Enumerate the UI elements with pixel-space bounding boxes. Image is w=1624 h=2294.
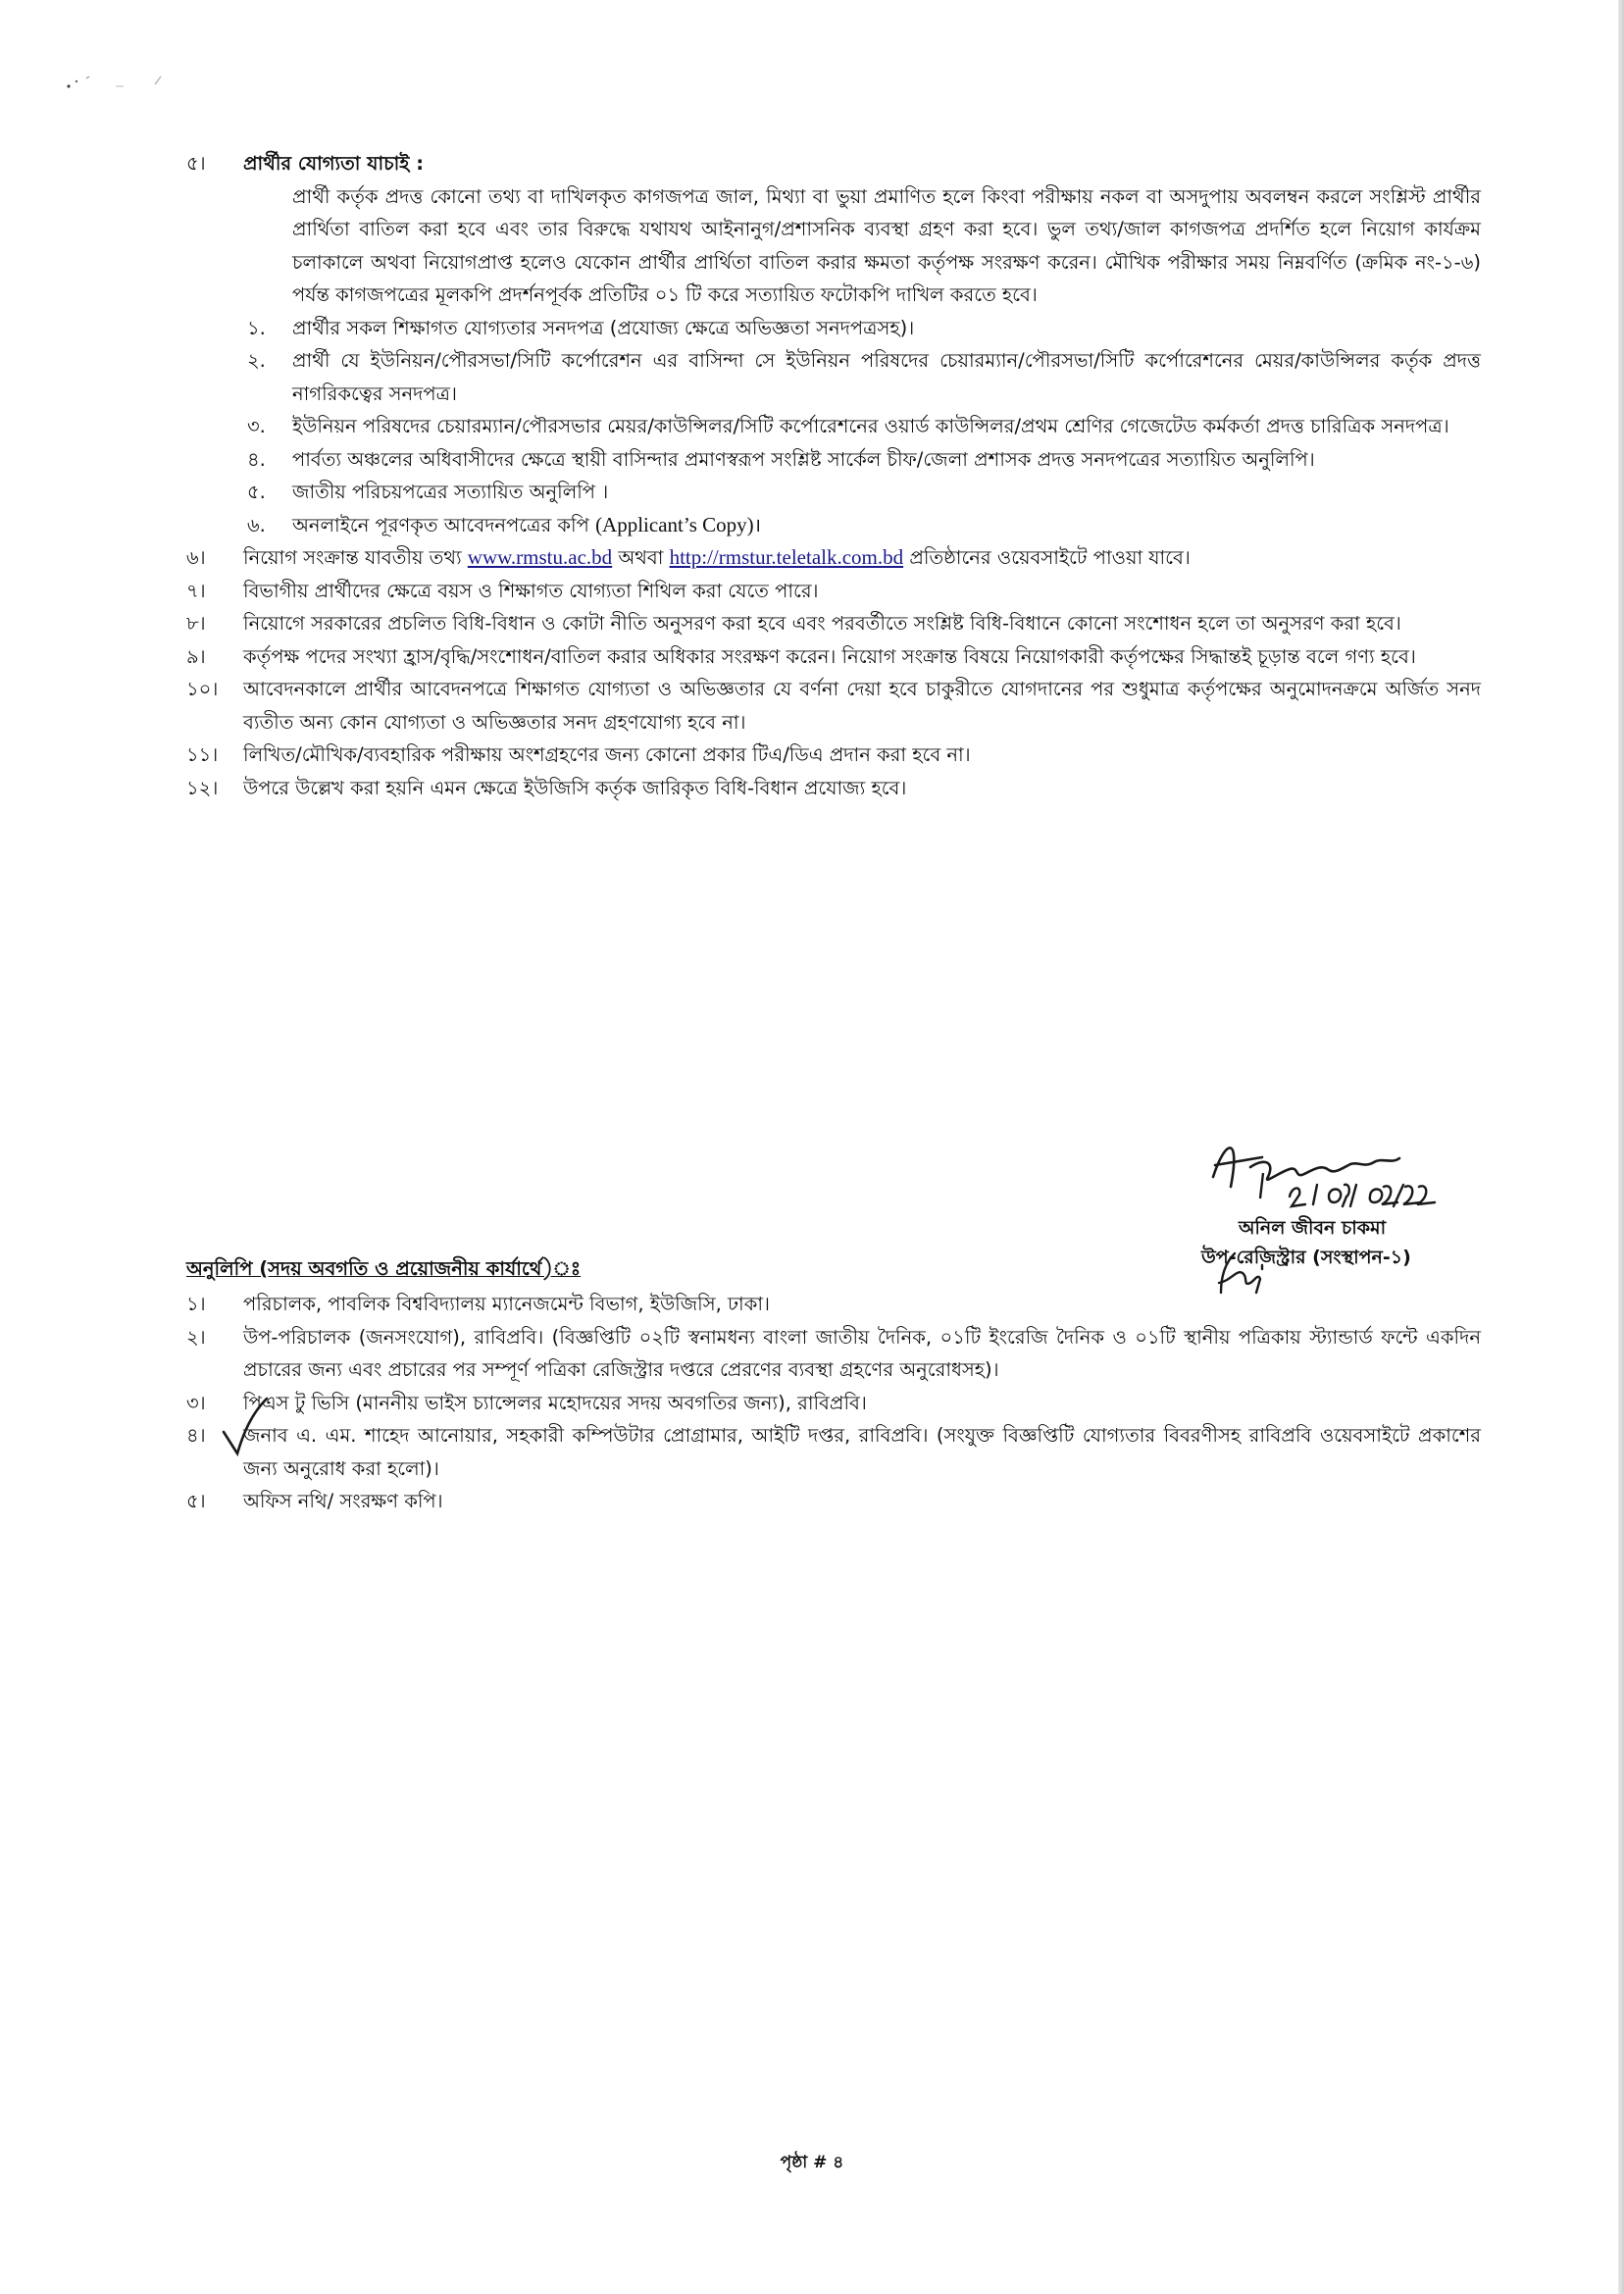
item-text: আবেদনকালে প্রার্থীর আবেদনপত্রে শিক্ষাগত যোগ্যতা ও অভিজ্ঞতার যে বর্ণনা দেয়া হবে চাকুরীতে যোগদানের পর শুধুমাত্র কর্তৃপক্ষের অনুমোদনক্রমে অর্জিত সনদ ব্যতীত অন্য কোন যোগ্যতা ও অভিজ্ঞতার সনদ গ্রহণযোগ্য হবে না। — [243, 678, 1481, 734]
list-item-text-bn: অনলাইনে পূরণকৃত আবেদনপত্রের কপি — [292, 513, 596, 536]
list-item-text: প্রার্থীর সকল শিক্ষাগত যোগ্যতার সনদপত্র (প্রযোজ্য ক্ষেত্রে অভিজ্ঞতা সনদপত্রসহ)। — [292, 316, 915, 339]
cc-item-text: পিএস টু ভিসি (মাননীয় ভাইস চ্যান্সেলর মহোদয়ের সদয় অবগতির জন্য), রাবিপ্রবি। — [243, 1391, 867, 1414]
item-text-or: অথবা — [612, 546, 670, 569]
list-item — [243, 344, 1481, 410]
list-item — [243, 443, 1481, 477]
list-item — [243, 410, 1481, 443]
item-text: নিয়োগে সরকারের প্রচলিত বিধি-বিধান ও কোটা নীতি অনুসরণ করা হবে এবং পরবর্তীতে সংশ্লিষ্ট বিধি-বিধানে কোনো সংশোধন হলে তা অনুসরণ করা হবে। — [243, 612, 1401, 635]
item-8-row — [186, 607, 1481, 640]
cc-item — [186, 1419, 1481, 1485]
document-body — [186, 147, 1481, 804]
cc-item — [186, 1321, 1481, 1387]
list-item-text: জাতীয় পরিচয়পত্রের সত্যায়িত অনুলিপি । — [292, 481, 609, 503]
item-number: ৭। — [186, 579, 206, 602]
scan-artifact-marks — [65, 69, 173, 96]
item-number: ৮। — [186, 612, 206, 635]
list-item-text — [292, 509, 1481, 542]
cc-heading: অনুলিপি (সদয় অবগতি ও প্রয়োজনীয় কার্যার্থে)ঃ — [186, 1257, 582, 1280]
cc-item — [186, 1288, 1481, 1321]
list-item-text-end: । — [753, 513, 762, 536]
document-checklist — [186, 312, 1481, 542]
cc-item-text: অফিস নথি/ সংরক্ষণ কপি। — [243, 1490, 443, 1512]
item-number: ১১। — [186, 743, 219, 766]
page-number: পৃষ্ঠা # ৪ — [780, 2153, 844, 2172]
item-7-row — [186, 575, 1481, 608]
cc-item-number: ৪। — [186, 1424, 206, 1447]
cc-item — [186, 1387, 1481, 1420]
list-item-text: ইউনিয়ন পরিষদের চেয়ারম্যান/পৌরসভার মেয়র/কাউন্সিলর/সিটি কর্পোরেশনের ওয়ার্ড কাউন্সিলর/প্রথম শ্রেণির গেজেটেড কর্মকর্তা প্রদত্ত চারিত্রিক সনদপত্র। — [292, 415, 1449, 437]
section-number: ৫। — [186, 152, 206, 175]
item-6-row — [186, 541, 1481, 575]
list-item-text: প্রার্থী যে ইউনিয়ন/পৌরসভা/সিটি কর্পোরেশন এর বাসিন্দা সে ইউনিয়ন পরিষদের চেয়ারম্যান/পৌরসভা/সিটি কর্পোরেশনের মেয়র/কাউন্সিলর কর্তৃক প্রদত্ত নাগরিকত্বের সনদপত্র। — [292, 349, 1481, 405]
list-item-number: ৩. — [247, 415, 266, 437]
item-number: ৯। — [186, 644, 206, 668]
cc-item — [186, 1485, 1481, 1518]
signatory-title: উপ-রেজিস্ট্রার (সংস্থাপন-১) — [1201, 1247, 1411, 1268]
list-item-number: ৫. — [247, 481, 266, 503]
item-number: ১০। — [186, 678, 219, 700]
cc-item-number: ৩। — [186, 1391, 206, 1414]
applicant-copy-text: (Applicant’s Copy) — [595, 512, 754, 536]
handwritten-tick-mark — [218, 1393, 277, 1461]
list-item — [243, 476, 1481, 509]
section-5-heading-row — [186, 147, 1481, 180]
item-9-row — [186, 640, 1481, 674]
teletalk-website-link[interactable]: http://rmstur.teletalk.com.bd — [669, 545, 904, 569]
cc-item-number: ১। — [186, 1293, 206, 1315]
section-5-paragraph: প্রার্থী কর্তৃক প্রদত্ত কোনো তথ্য বা দাখিলকৃত কাগজপত্র জাল, মিথ্যা বা ভুয়া প্রমাণিত হলে কিংবা পরীক্ষায় নকল বা অসদুপায় অবলম্বন করলে সংশ্লিস্ট প্রার্থীর প্রার্থিতা বাতিল করা হবে এবং তার বিরুদ্ধে যথাযথ আইনানুগ/প্রশাসনিক ব্যবস্থা গ্রহণ করা হবে। ভুল তথ্য/জাল কাগজপত্র প্রদর্শিত হলে নিয়োগ কার্যক্রম চলাকালে অথবা নিয়োগপ্রাপ্ত হলেও যেকোন প্রার্থীর প্রার্থিতা বাতিল করার ক্ষমতা কর্তৃপক্ষ সংরক্ষণ করেন। মৌখিক পরীক্ষার সময় নিম্নবর্ণিত (ক্রমিক নং-১-৬) পর্যন্ত কাগজপত্রের মূলকপি প্রদর্শনপূর্বক প্রতিটির ০১ টি করে সত্যায়িত ফটোকপি দাখিল করতে হবে। — [292, 184, 1481, 306]
item-text: লিখিত/মৌখিক/ব্যবহারিক পরীক্ষায় অংশগ্রহণের জন্য কোনো প্রকার টিএ/ডিএ প্রদান করা হবে না। — [243, 743, 971, 766]
list-item-text: পার্বত্য অঞ্চলের অধিবাসীদের ক্ষেত্রে স্থায়ী বাসিন্দার প্রমাণস্বরূপ সংশ্লিষ্ট সার্কেল চীফ/জেলা প্রশাসক প্রদত্ত সনদপত্রের সত্যায়িত অনুলিপি। — [292, 447, 1315, 471]
item-number: ৬। — [186, 546, 206, 569]
list-item — [243, 312, 1481, 345]
item-12-row — [186, 772, 1481, 805]
cc-item-text: পরিচালক, পাবলিক বিশ্ববিদ্যালয় ম্যানেজমেন্ট বিভাগ, ইউজিসি, ঢাকা। — [243, 1293, 770, 1315]
item-text-post: প্রতিষ্ঠানের ওয়েবসাইটে পাওয়া যাবে। — [903, 546, 1191, 569]
list-item-number: ৬. — [247, 513, 266, 536]
item-text: উপরে উল্লেখ করা হয়নি এমন ক্ষেত্রে ইউজিসি কর্তৃক জারিকৃত বিধি-বিধান প্রযোজ্য হবে। — [243, 776, 907, 799]
list-item — [243, 509, 1481, 542]
cc-item-number: ৫। — [186, 1490, 206, 1512]
item-text: কর্তৃপক্ষ পদের সংখ্যা হ্রাস/বৃদ্ধি/সংশোধন/বাতিল করার অধিকার সংরক্ষণ করেন। নিয়োগ সংক্রান্ত বিষয়ে নিয়োগকারী কর্তৃপক্ষের সিদ্ধান্তই চূড়ান্ত বলে গণ্য হবে। — [243, 644, 1416, 668]
cc-item-text: উপ-পরিচালক (জনসংযোগ), রাবিপ্রবি। (বিজ্ঞপ্তিটি ০২টি স্বনামধন্য বাংলা জাতীয় দৈনিক, ০১টি ইংরেজি দৈনিক ও ০১টি স্থানীয় পত্রিকায় স্ট্যান্ডার্ড ফন্টে একদিন প্রচারের জন্য এবং প্রচারের পর সম্পূর্ণ পত্রিকা রেজিস্ট্রার দপ্তরে প্রেরণের ব্যবস্থা গ্রহণের অনুরোধসহ)। — [243, 1325, 1481, 1381]
section-heading: প্রার্থীর যোগ্যতা যাচাই : — [243, 152, 425, 175]
signatory-name: অনিল জীবন চাকমা — [1239, 1217, 1387, 1239]
item-10-row — [186, 673, 1481, 739]
item-text: বিভাগীয় প্রার্থীদের ক্ষেত্রে বয়স ও শিক্ষাগত যোগ্যতা শিথিল করা যেতে পারে। — [243, 579, 819, 602]
cc-item-number: ২। — [186, 1325, 206, 1349]
list-item-number: ২. — [247, 349, 266, 372]
signature-block — [1201, 1128, 1535, 1304]
item-number: ১২। — [186, 776, 219, 799]
page-edge-shadow — [1618, 0, 1624, 2294]
item-11-row — [186, 739, 1481, 772]
cc-list — [186, 1288, 1481, 1518]
list-item-number: ১. — [247, 316, 266, 339]
item-text — [243, 541, 1481, 575]
list-item-number: ৪. — [247, 447, 266, 471]
item-text-pre: নিয়োগ সংক্রান্ত যাবতীয় তথ্য — [243, 546, 468, 569]
cc-item-text: জনাব এ. এম. শাহেদ আনোয়ার, সহকারী কম্পিউটার প্রোগ্রামার, আইটি দপ্তর, রাবিপ্রবি। (সংযুক্ত বিজ্ঞপ্তিটি যোগ্যতার বিবরণীসহ রাবিপ্রবি ওয়েবসাইটে প্রকাশের জন্য অনুরোধ করা হলো)। — [243, 1424, 1481, 1480]
rmstu-website-link[interactable]: www.rmstu.ac.bd — [467, 545, 613, 569]
